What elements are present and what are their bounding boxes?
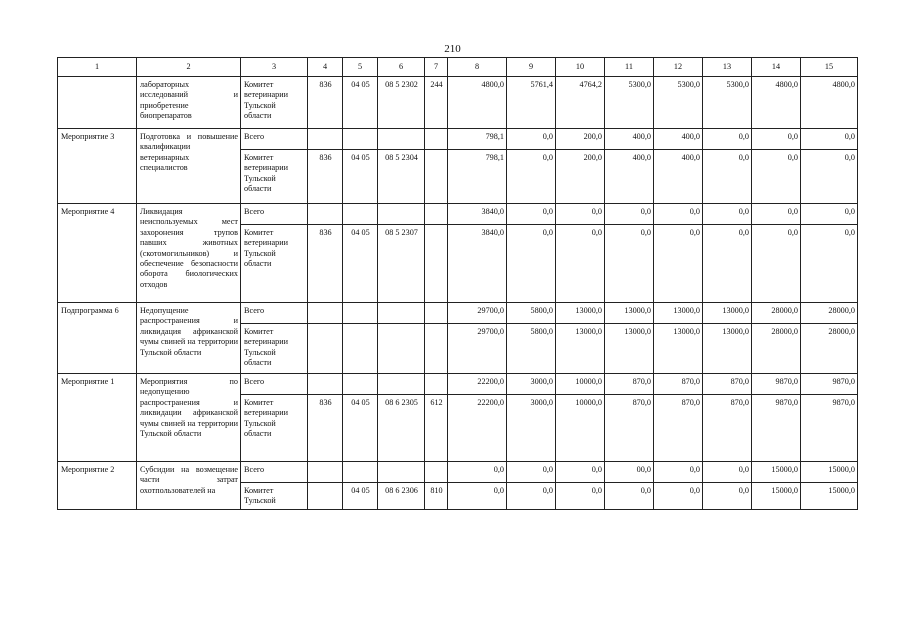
value-cell: 5761,4	[507, 77, 556, 129]
section-code-cell: 04 05	[343, 483, 378, 510]
target-code-cell	[378, 204, 425, 225]
value-cell: 4800,0	[448, 77, 507, 129]
value-cell: 13000,0	[703, 303, 752, 324]
executor-cell: Комитет ветеринарии Тульской области	[241, 225, 308, 303]
value-cell: 5300,0	[605, 77, 654, 129]
value-cell: 22200,0	[448, 395, 507, 462]
value-cell: 400,0	[654, 150, 703, 204]
target-code-cell	[378, 462, 425, 483]
target-code-cell: 08 6 2305	[378, 395, 425, 462]
value-cell: 00,0	[605, 462, 654, 483]
expense-type-cell	[425, 129, 448, 150]
page-number: 210	[444, 43, 461, 55]
header-cell: 14	[752, 58, 801, 77]
section-code-cell: 04 05	[343, 77, 378, 129]
section-code-cell	[343, 303, 378, 324]
value-cell: 28000,0	[752, 303, 801, 324]
value-cell: 28000,0	[801, 303, 858, 324]
value-cell: 10000,0	[556, 374, 605, 395]
target-code-cell: 08 5 2307	[378, 225, 425, 303]
value-cell: 3000,0	[507, 374, 556, 395]
executor-cell: Всего	[241, 129, 308, 150]
section-code-cell: 04 05	[343, 225, 378, 303]
value-cell: 870,0	[605, 395, 654, 462]
value-cell: 0,0	[605, 204, 654, 225]
description-cell: Субсидии на возмещение части затрат охотпользователей на	[137, 462, 241, 510]
expense-type-cell	[425, 374, 448, 395]
value-cell: 13000,0	[605, 303, 654, 324]
value-cell: 13000,0	[654, 324, 703, 374]
section-code-cell	[343, 129, 378, 150]
target-code-cell: 08 5 2304	[378, 150, 425, 204]
value-cell: 22200,0	[448, 374, 507, 395]
executor-cell: Всего	[241, 462, 308, 483]
grbs-code-cell	[308, 129, 343, 150]
expense-type-cell	[425, 462, 448, 483]
value-cell: 3840,0	[448, 204, 507, 225]
value-cell: 5800,0	[507, 324, 556, 374]
header-cell: 7	[425, 58, 448, 77]
value-cell: 0,0	[654, 483, 703, 510]
value-cell: 0,0	[801, 150, 858, 204]
value-cell: 0,0	[801, 204, 858, 225]
executor-cell: Комитет Тульской	[241, 483, 308, 510]
value-cell: 0,0	[752, 150, 801, 204]
value-cell: 0,0	[507, 150, 556, 204]
grbs-code-cell	[308, 462, 343, 483]
executor-cell: Комитет ветеринарии Тульской области	[241, 77, 308, 129]
executor-cell: Комитет ветеринарии Тульской области	[241, 150, 308, 204]
value-cell: 9870,0	[752, 395, 801, 462]
value-cell: 870,0	[654, 395, 703, 462]
header-cell: 9	[507, 58, 556, 77]
value-cell: 0,0	[703, 483, 752, 510]
header-cell: 15	[801, 58, 858, 77]
section-code-cell	[343, 204, 378, 225]
value-cell: 13000,0	[556, 324, 605, 374]
target-code-cell	[378, 374, 425, 395]
expense-type-cell	[425, 303, 448, 324]
value-cell: 13000,0	[605, 324, 654, 374]
section-code-cell: 04 05	[343, 150, 378, 204]
executor-cell: Комитет ветеринарии Тульской области	[241, 324, 308, 374]
value-cell: 0,0	[556, 462, 605, 483]
value-cell: 0,0	[507, 225, 556, 303]
section-code-cell: 04 05	[343, 395, 378, 462]
value-cell: 0,0	[605, 483, 654, 510]
expense-type-cell: 244	[425, 77, 448, 129]
value-cell: 5800,0	[507, 303, 556, 324]
header-cell: 5	[343, 58, 378, 77]
value-cell: 9870,0	[801, 374, 858, 395]
value-cell: 0,0	[448, 462, 507, 483]
value-cell: 0,0	[448, 483, 507, 510]
value-cell: 0,0	[507, 462, 556, 483]
header-cell: 12	[654, 58, 703, 77]
target-code-cell	[378, 303, 425, 324]
value-cell: 0,0	[801, 225, 858, 303]
value-cell: 3000,0	[507, 395, 556, 462]
value-cell: 200,0	[556, 150, 605, 204]
value-cell: 13000,0	[556, 303, 605, 324]
grbs-code-cell: 836	[308, 77, 343, 129]
value-cell: 28000,0	[801, 324, 858, 374]
value-cell: 0,0	[507, 483, 556, 510]
header-cell: 8	[448, 58, 507, 77]
target-code-cell	[378, 324, 425, 374]
value-cell: 0,0	[703, 225, 752, 303]
header-cell: 4	[308, 58, 343, 77]
header-cell: 11	[605, 58, 654, 77]
target-code-cell: 08 5 2302	[378, 77, 425, 129]
value-cell: 15000,0	[801, 483, 858, 510]
value-cell: 9870,0	[752, 374, 801, 395]
grbs-code-cell	[308, 303, 343, 324]
grbs-code-cell: 836	[308, 395, 343, 462]
program-name-cell: Подпрограмма 6	[58, 303, 137, 374]
value-cell: 5300,0	[654, 77, 703, 129]
value-cell: 4800,0	[801, 77, 858, 129]
header-cell: 13	[703, 58, 752, 77]
budget-table	[57, 57, 858, 510]
value-cell: 5300,0	[703, 77, 752, 129]
executor-cell: Комитет ветеринарии Тульской области	[241, 395, 308, 462]
header-cell: 3	[241, 58, 308, 77]
value-cell: 0,0	[556, 225, 605, 303]
grbs-code-cell	[308, 374, 343, 395]
expense-type-cell	[425, 225, 448, 303]
header-row	[58, 58, 858, 77]
value-cell: 3840,0	[448, 225, 507, 303]
header-cell: 6	[378, 58, 425, 77]
grbs-code-cell	[308, 204, 343, 225]
value-cell: 4800,0	[752, 77, 801, 129]
value-cell: 9870,0	[801, 395, 858, 462]
value-cell: 0,0	[703, 150, 752, 204]
header-cell: 10	[556, 58, 605, 77]
table-row	[58, 77, 858, 129]
value-cell: 4764,2	[556, 77, 605, 129]
value-cell: 15000,0	[752, 483, 801, 510]
value-cell: 0,0	[654, 225, 703, 303]
value-cell: 0,0	[703, 204, 752, 225]
grbs-code-cell	[308, 324, 343, 374]
description-cell: Ликвидация неиспользуемых мест захоронения трупов павших животных (скотомогильников) и обеспечение безопасности оборота биологических отходов	[137, 204, 241, 303]
program-name-cell	[58, 77, 137, 129]
value-cell: 0,0	[801, 129, 858, 150]
value-cell: 400,0	[654, 129, 703, 150]
expense-type-cell: 810	[425, 483, 448, 510]
value-cell: 870,0	[654, 374, 703, 395]
value-cell: 0,0	[752, 204, 801, 225]
value-cell: 0,0	[703, 129, 752, 150]
value-cell: 29700,0	[448, 324, 507, 374]
description-cell: Подготовка и повышение квалификации ветеринарных специалистов	[137, 129, 241, 204]
table-row	[58, 204, 858, 225]
value-cell: 0,0	[507, 204, 556, 225]
value-cell: 798,1	[448, 150, 507, 204]
value-cell: 400,0	[605, 150, 654, 204]
value-cell: 200,0	[556, 129, 605, 150]
target-code-cell: 08 6 2306	[378, 483, 425, 510]
value-cell: 870,0	[703, 374, 752, 395]
expense-type-cell	[425, 204, 448, 225]
value-cell: 13000,0	[703, 324, 752, 374]
value-cell: 400,0	[605, 129, 654, 150]
header-cell: 1	[58, 58, 137, 77]
table-row	[58, 303, 858, 324]
value-cell: 0,0	[752, 129, 801, 150]
table-row	[58, 462, 858, 483]
table-row	[58, 374, 858, 395]
description-cell: Мероприятия по недопущению распространения и ликвидации африканской чумы свиней на территории Тульской области	[137, 374, 241, 462]
value-cell: 0,0	[556, 204, 605, 225]
value-cell: 15000,0	[752, 462, 801, 483]
value-cell: 0,0	[605, 225, 654, 303]
value-cell: 13000,0	[654, 303, 703, 324]
expense-type-cell	[425, 150, 448, 204]
value-cell: 29700,0	[448, 303, 507, 324]
value-cell: 28000,0	[752, 324, 801, 374]
program-name-cell: Мероприятие 1	[58, 374, 137, 462]
expense-type-cell	[425, 324, 448, 374]
value-cell: 0,0	[654, 462, 703, 483]
target-code-cell	[378, 129, 425, 150]
grbs-code-cell: 836	[308, 150, 343, 204]
value-cell: 798,1	[448, 129, 507, 150]
value-cell: 15000,0	[801, 462, 858, 483]
section-code-cell	[343, 374, 378, 395]
value-cell: 870,0	[703, 395, 752, 462]
value-cell: 870,0	[605, 374, 654, 395]
value-cell: 0,0	[703, 462, 752, 483]
expense-type-cell: 612	[425, 395, 448, 462]
value-cell: 0,0	[654, 204, 703, 225]
program-name-cell: Мероприятие 2	[58, 462, 137, 510]
table-row	[58, 129, 858, 150]
grbs-code-cell	[308, 483, 343, 510]
section-code-cell	[343, 324, 378, 374]
program-name-cell: Мероприятие 3	[58, 129, 137, 204]
value-cell: 0,0	[507, 129, 556, 150]
header-cell: 2	[137, 58, 241, 77]
value-cell: 0,0	[556, 483, 605, 510]
executor-cell: Всего	[241, 374, 308, 395]
value-cell: 0,0	[752, 225, 801, 303]
description-cell: лабораторных исследований и приобретение биопрепаратов	[137, 77, 241, 129]
program-name-cell: Мероприятие 4	[58, 204, 137, 303]
description-cell: Недопущение распространения и ликвидация африканской чумы свиней на территории Тульской области	[137, 303, 241, 374]
executor-cell: Всего	[241, 303, 308, 324]
section-code-cell	[343, 462, 378, 483]
executor-cell: Всего	[241, 204, 308, 225]
grbs-code-cell: 836	[308, 225, 343, 303]
value-cell: 10000,0	[556, 395, 605, 462]
